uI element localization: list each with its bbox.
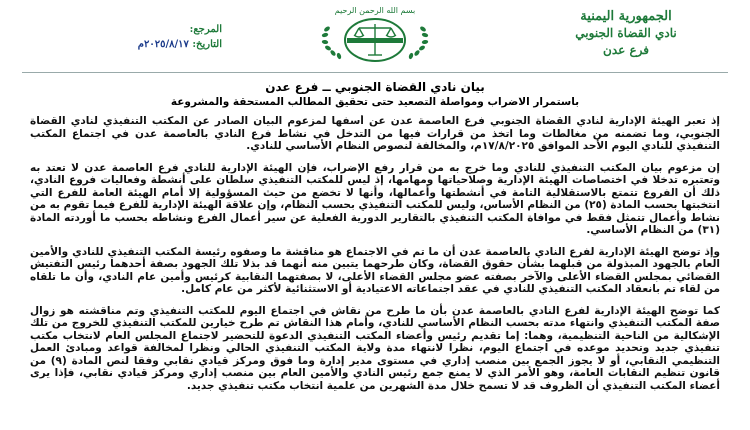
header-divider <box>22 72 728 73</box>
scales-of-justice-emblem-icon <box>319 15 431 65</box>
statement-title: بيان نادي القضاة الجنوبي ــ فرع عدن <box>265 80 485 94</box>
republic-name: الجمهورية اليمنية <box>580 9 672 24</box>
branch-name: فرع عدن <box>603 43 649 57</box>
reference-block <box>22 22 222 52</box>
date-label: التاريخ: <box>192 39 222 50</box>
body-paragraph: إذ تعبر الهيئة الإدارية لنادي القضاة الجنوبي فرع العاصمة عدن عن أسفها لمزعوم البيان الصادر عن المكتب التنفيذي لنادي القضاة الجنوبي، وما تضمنه من مغالطات وما اتخذ من قرارات فيها من التدخل في نشاط فرع النادي بالعاصمة عدن في اجتماع المكتب التنفيذي للنادي اليوم الأحد الموافق ١٧/٨/٢٠٢٥م، والمخالفة لنصوص النظام الأساسي للنادي. <box>30 115 720 152</box>
body-paragraph: إن مزعوم بيان المكتب التنفيذي للنادي وما خرج به من قرار رفع الإضراب، فإن الهيئة الإدارية للنادي فرع العاصمة عدن لا تعتد به وتعتبره تدخلا في اختصاصات الهيئة الإدارية وصلاحياتها ومهامها، إذ ليس للمكتب التنفيذي سلطان على أنشطة وفعاليات فروع النادي، ذلك أن الفروع تتمتع بالاستقلالية التامة في أنشطتها وأعمالها، وأنها لا تخضع من حيث المسؤولية إلا أمام الهيئة العامة للفرع التي انتخبتها بحسب المادة (٢٥) من النظام الأساس، وليس للمكتب التنفيذي بحسب النظام، وإن علاقة الهيئة الإدارية للفرع فيما تقوم به من نشاط وأعمال تتمثل فقط في موافاة المكتب التنفيذي بالتقارير الدورية الفعلية عن سير أعمال الفرع ونشاطه بحسب ما أوردته المادة (٣١) من النظام الأساسي. <box>30 161 720 236</box>
club-name: نادي القضاة الجنوبي <box>575 26 677 40</box>
reference-label: المرجع: <box>189 24 222 35</box>
basmala: بسم الله الرحمن الرحيم <box>334 6 416 15</box>
date-value: ٢٠٢٥/٨/١٧م <box>137 39 189 50</box>
letterhead-right <box>526 8 726 59</box>
statement-subtitle: باستمرار الاضراب ومواصلة التصعيد حتى تحقيق المطالب المستحقة والمشروعة <box>170 96 580 108</box>
body-paragraph: وإذ توضح الهيئة الإدارية لفرع النادي بالعاصمة عدن أن ما تم في الاجتماع هو مناقشة ما وصفوه رئيسة المكتب التنفيذي للنادي والأمين العام بالجهود المبذولة من قبلهما بشأن حقوق القضاة، وكان طرحهما يتبين منه أنهما قد بذلا تلك الجهود بصفة أحدهما رئيس التفتيش القضائي بمجلس القضاء الأعلى والآخر بصفته عضو مجلس القضاء الأعلى، لا بصفتهما النقابية كرئيس وأمين عام النادي، وأن ما تلقاه من لقاء تم بانعقاد المكتب التنفيذي للنادي في عقد اجتماعاته الاعتيادية أو الاستثنائية لأكثر من عام كامل. <box>30 245 720 295</box>
body-paragraph: كما توضح الهيئة الإدارية لفرع النادي بالعاصمة عدن بأن ما طرح من نقاش في اجتماع اليوم للمكتب التنفيذي وتم مناقشته هو زوال صفة المكتب التنفيذي وانتهاء مدته بحسب النظام الأساسي للنادي، وأمام هذا النقاش تم طرح خيارين للمكتب التنفيذي للخروج من تلك الإشكالية من الناحية التنظيمية، وهما: إما تقديم رئيس وأعضاء المكتب التنفيذي الدعوة للتحضير لاجتماع المجلس العام لانتخاب مكتب تنفيذي جديد وتحديد موعده في اجتماع اليوم، نظرا لانتهاء مدة ولاية المكتب التنفيذي الحالي ونظرا لمخالفة قواعد ومبادئ العمل التنظيمي النقابي، أو لا يجوز الجمع بين منصب إداري في مستوى مدير إدارة وما فوق ومركز قيادي نقابي وفقا لنص المادة (٩) من قانون تنظيم النقابات العامة، وهو الأمر الذي لا يمنع جمع رئيس النادي والأمين العام بين منصب إداري ومركز قيادي نقابي، فإذا يرى أعضاء المكتب التنفيذي أن الظروف قد لا تسمح خلال مدة الشهرين من علمية انتخاب مكتب تنفيذي جديد. <box>30 304 720 392</box>
statement-body <box>30 115 720 430</box>
